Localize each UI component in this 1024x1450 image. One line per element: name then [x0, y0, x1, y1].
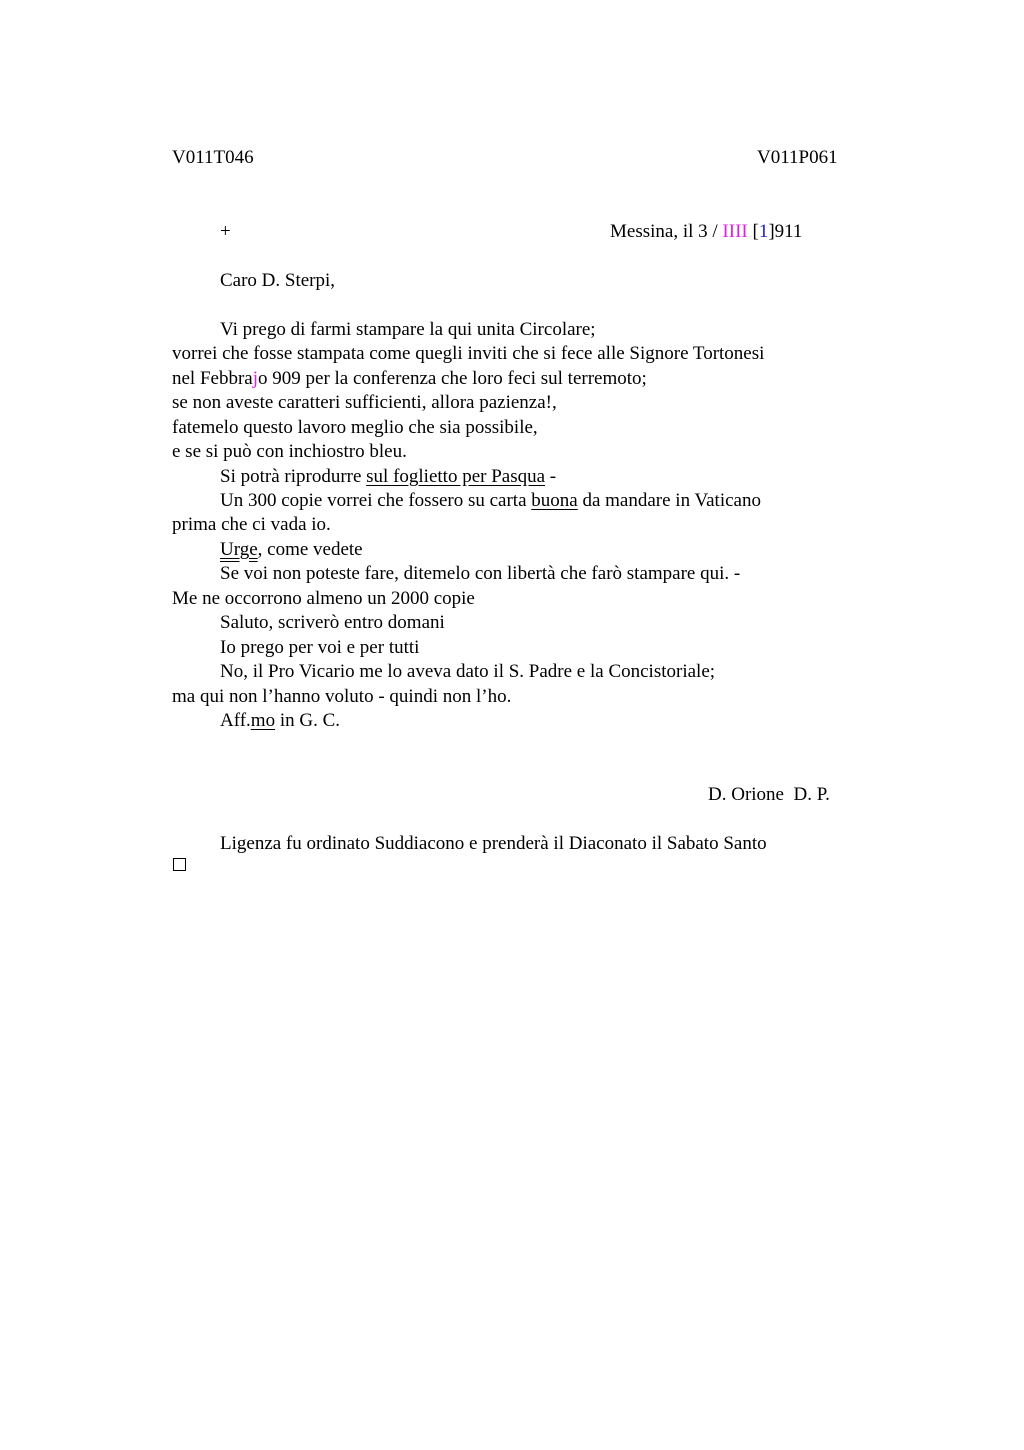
right-archive-code: V011P061 — [757, 147, 838, 168]
line-07-part-a: Si potrà riprodurre — [220, 466, 367, 487]
line-08-underlined: buona — [531, 490, 578, 511]
letter-line-11: Se voi non poteste fare, ditemelo con libertà che farò stampare qui. - — [220, 563, 741, 584]
letter-line-05: fatemelo questo lavoro meglio che sia possibile, — [172, 417, 538, 438]
line-07-underlined: sul foglietto per Pasqua — [366, 466, 546, 487]
letter-line-08 — [220, 489, 761, 513]
letter-line-13: Saluto, scriverò entro domani — [220, 612, 445, 633]
signature: D. Orione D. P. — [708, 784, 830, 805]
letter-line-09: prima che ci vada io. — [172, 514, 331, 535]
letter-line-10 — [220, 538, 363, 562]
closing-part-a: Aff. — [220, 710, 251, 731]
line-03-correction: j — [252, 368, 259, 389]
letter-line-06: e se si può con inchiostro bleu. — [172, 441, 407, 462]
letter-line-02: vorrei che fosse stampata come quegli inviti che si fece alle Signore Tortonesi — [172, 343, 765, 364]
date-bracket-close: ]911 — [768, 221, 803, 242]
line-10-double-underlined: Urge — [220, 539, 258, 560]
letter-line-07 — [220, 465, 556, 489]
line-08-part-a: Un 300 copie vorrei che fossero su carta — [220, 490, 532, 511]
closing-underlined: mo — [250, 710, 276, 731]
closing — [220, 709, 340, 733]
letter-line-16: ma qui non l’hanno voluto - quindi non l’ho. — [172, 686, 512, 707]
date-bracket-open: [ — [747, 221, 759, 242]
letter-line-03 — [172, 367, 647, 391]
date-month-correction: IIII — [722, 221, 748, 242]
line-08-part-c: da mandare in Vaticano — [577, 490, 761, 511]
line-07-part-c: - — [545, 466, 557, 487]
cross-symbol: + — [220, 221, 231, 242]
closing-part-c: in G. C. — [275, 710, 341, 731]
date-prefix: Messina, il 3 / — [610, 221, 723, 242]
left-archive-code: V011T046 — [172, 147, 254, 168]
square-box-icon — [173, 858, 186, 871]
date-bracket-digit: 1 — [758, 221, 769, 242]
letter-line-04: se non aveste caratteri sufficienti, allora pazienza!, — [172, 392, 557, 413]
salutation: Caro D. Sterpi, — [220, 270, 336, 291]
letter-date — [610, 220, 802, 244]
postscript: Ligenza fu ordinato Suddiacono e prenderà il Diaconato il Sabato Santo — [220, 833, 767, 854]
line-10-part-b: , come vedete — [257, 539, 363, 560]
line-03-part-c: o 909 per la conferenza che loro feci sul terremoto; — [258, 368, 647, 389]
letter-line-12: Me ne occorrono almeno un 2000 copie — [172, 588, 475, 609]
letter-line-01: Vi prego di farmi stampare la qui unita Circolare; — [220, 319, 596, 340]
letter-line-14: Io prego per voi e per tutti — [220, 637, 420, 658]
letter-line-15: No, il Pro Vicario me lo aveva dato il S. Padre e la Concistoriale; — [220, 661, 716, 682]
line-03-part-a: nel Febbra — [172, 368, 253, 389]
